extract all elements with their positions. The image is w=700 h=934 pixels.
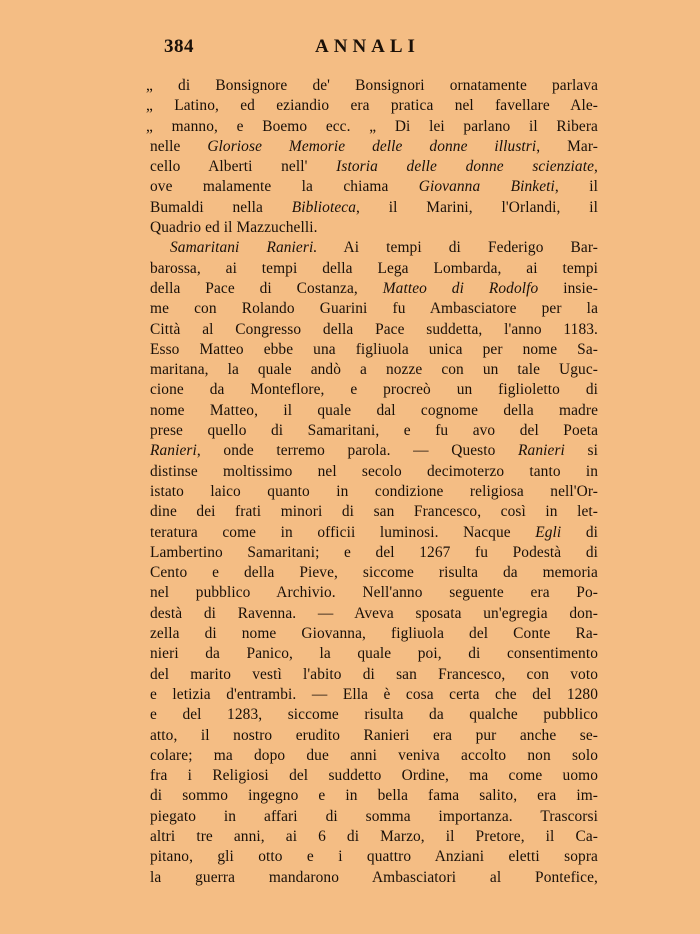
text-line	[150, 766, 598, 786]
text-line	[150, 157, 598, 177]
text-line	[150, 563, 598, 583]
text-line	[150, 380, 598, 400]
text-line	[150, 746, 598, 766]
text-line	[150, 726, 598, 746]
text-line	[150, 259, 598, 279]
text-segment: Città al Congresso della Pace suddetta, l'anno 1183.	[150, 320, 598, 338]
text-line	[150, 218, 598, 238]
text-segment: nel pubblico Archivio. Nell'anno seguente era Po-	[150, 584, 598, 602]
text-segment: cello Alberti nell'	[150, 158, 337, 176]
text-segment: Bumaldi nella	[150, 198, 292, 216]
text-line	[150, 583, 598, 603]
text-line	[150, 705, 598, 725]
text-segment: della Pace di Costanza,	[150, 279, 383, 297]
text-line	[150, 482, 598, 502]
text-line	[150, 360, 598, 380]
text-segment: barossa, ai tempi della Lega Lombarda, ai tempi	[150, 259, 598, 277]
text-line	[150, 502, 598, 522]
body-text	[146, 76, 599, 888]
text-segment: piegato in affari di somma importanza. Trascorsi	[150, 807, 598, 825]
text-segment: , il Marini, l'Orlandi, il	[356, 198, 599, 216]
text-line	[150, 401, 598, 421]
text-line	[146, 76, 598, 96]
italic-segment: Ranieri	[150, 442, 197, 460]
text-line	[150, 685, 598, 705]
text-segment: insie-	[538, 279, 598, 297]
text-segment: nome Matteo, il quale dal cognome della madre	[150, 401, 598, 419]
text-line	[150, 807, 598, 827]
text-line	[150, 441, 598, 461]
text-line	[150, 198, 598, 218]
text-segment: Cento e della Pieve, siccome risulta da memoria	[150, 564, 598, 582]
text-segment: , onde terremo parola. — Questo	[196, 442, 519, 460]
text-segment: e del 1283, siccome risulta da qualche pubblico	[150, 706, 598, 724]
page-header	[150, 36, 598, 64]
text-line	[150, 299, 598, 319]
text-segment: , Mar-	[536, 137, 598, 155]
text-line	[150, 421, 598, 441]
text-segment: distinse moltissimo nel secolo decimoterzo tanto in	[150, 462, 598, 480]
text-segment: prese quello di Samaritani, e fu avo del Poeta	[150, 422, 598, 440]
text-line	[150, 665, 598, 685]
text-line	[150, 868, 598, 888]
text-segment: pitano, gli otto e i quattro Anziani eletti sopra	[150, 848, 598, 866]
text-line	[150, 137, 598, 157]
text-segment: nieri da Panico, la quale poi, di consentimento	[150, 645, 598, 663]
text-segment: ove malamente la chiama	[150, 178, 419, 196]
text-segment: teratura come in officii luminosi. Nacque	[150, 523, 536, 541]
italic-segment: Samaritani Ranieri.	[170, 239, 318, 257]
text-segment: si	[564, 442, 598, 460]
text-segment: zella di nome Giovanna, figliuola del Conte Ra-	[150, 625, 598, 643]
text-segment: me con Rolando Guarini fu Ambasciatore per la	[150, 300, 598, 318]
text-line	[150, 847, 598, 867]
text-segment: fra i Religiosi del suddetto Ordine, ma come uomo	[150, 767, 598, 785]
text-line	[146, 96, 598, 116]
text-segment: cione da Monteflore, e procreò un figlioletto di	[150, 381, 598, 399]
text-line	[150, 604, 598, 624]
text-line	[150, 786, 598, 806]
italic-segment: Istoria delle donne scienziate	[336, 158, 595, 176]
text-line	[150, 644, 598, 664]
text-line	[150, 523, 598, 543]
running-title: ANNALI	[315, 36, 420, 57]
text-segment: istato laico quanto in condizione religiosa nell'Or-	[150, 482, 598, 500]
italic-segment: Ranieri	[518, 442, 565, 460]
text-line	[150, 543, 598, 563]
italic-segment: Gloriose Memorie delle donne illustri	[207, 137, 537, 155]
italic-segment: Matteo di Rodolfo	[382, 279, 539, 297]
text-segment: „ di Bonsignore de' Bonsignori ornatamente parlava	[146, 77, 598, 94]
text-line	[150, 827, 598, 847]
italic-segment: Biblioteca	[291, 198, 356, 216]
text-line	[150, 238, 598, 258]
text-segment: nelle	[150, 137, 208, 155]
text-segment: e letizia d'entrambi. — Ella è cosa certa che del 1280	[150, 685, 598, 703]
text-segment: del marito vestì l'abito di san Francesco, con voto	[150, 665, 598, 683]
text-line	[150, 279, 598, 299]
text-segment: maritana, la quale andò a nozze con un tale Uguc-	[150, 361, 598, 379]
italic-segment: Egli	[535, 523, 562, 541]
text-segment: altri tre anni, ai 6 di Marzo, il Pretore, il Ca-	[150, 827, 598, 845]
text-line	[150, 340, 598, 360]
book-page	[146, 36, 599, 888]
text-segment: , il	[554, 178, 598, 196]
text-line	[150, 624, 598, 644]
text-segment: destà di Ravenna. — Aveva sposata un'egregia don-	[150, 604, 598, 622]
text-segment: colare; ma dopo due anni veniva accolto non solo	[150, 746, 598, 764]
text-segment: Lambertino Samaritani; e del 1267 fu Podestà di	[150, 543, 598, 561]
page-number: 384	[164, 36, 194, 57]
text-line	[146, 117, 598, 137]
italic-segment: Giovanna Binketi	[418, 178, 555, 196]
text-segment: „ Latino, ed eziandio era pratica nel favellare Ale-	[146, 97, 598, 115]
text-segment: ,	[594, 158, 598, 176]
text-segment: atto, il nostro erudito Ranieri era pur anche se-	[150, 726, 598, 744]
text-line	[150, 177, 598, 197]
text-segment: „ manno, e Boemo ecc. „ Di lei parlano il Ribera	[146, 117, 598, 135]
text-segment: Esso Matteo ebbe una figliuola unica per nome Sa-	[150, 340, 598, 358]
text-segment: di	[561, 523, 598, 541]
text-segment: Quadrio ed il Mazzuchelli.	[150, 219, 318, 237]
text-segment: di sommo ingegno e in bella fama salito, era im-	[150, 787, 598, 805]
text-segment: dine dei frati minori di san Francesco, così in let-	[150, 503, 598, 521]
text-segment: la guerra mandarono Ambasciatori al Pontefice,	[150, 868, 598, 886]
text-segment: Ai tempi di Federigo Bar-	[317, 239, 598, 257]
text-line	[150, 320, 598, 340]
text-line	[150, 462, 598, 482]
